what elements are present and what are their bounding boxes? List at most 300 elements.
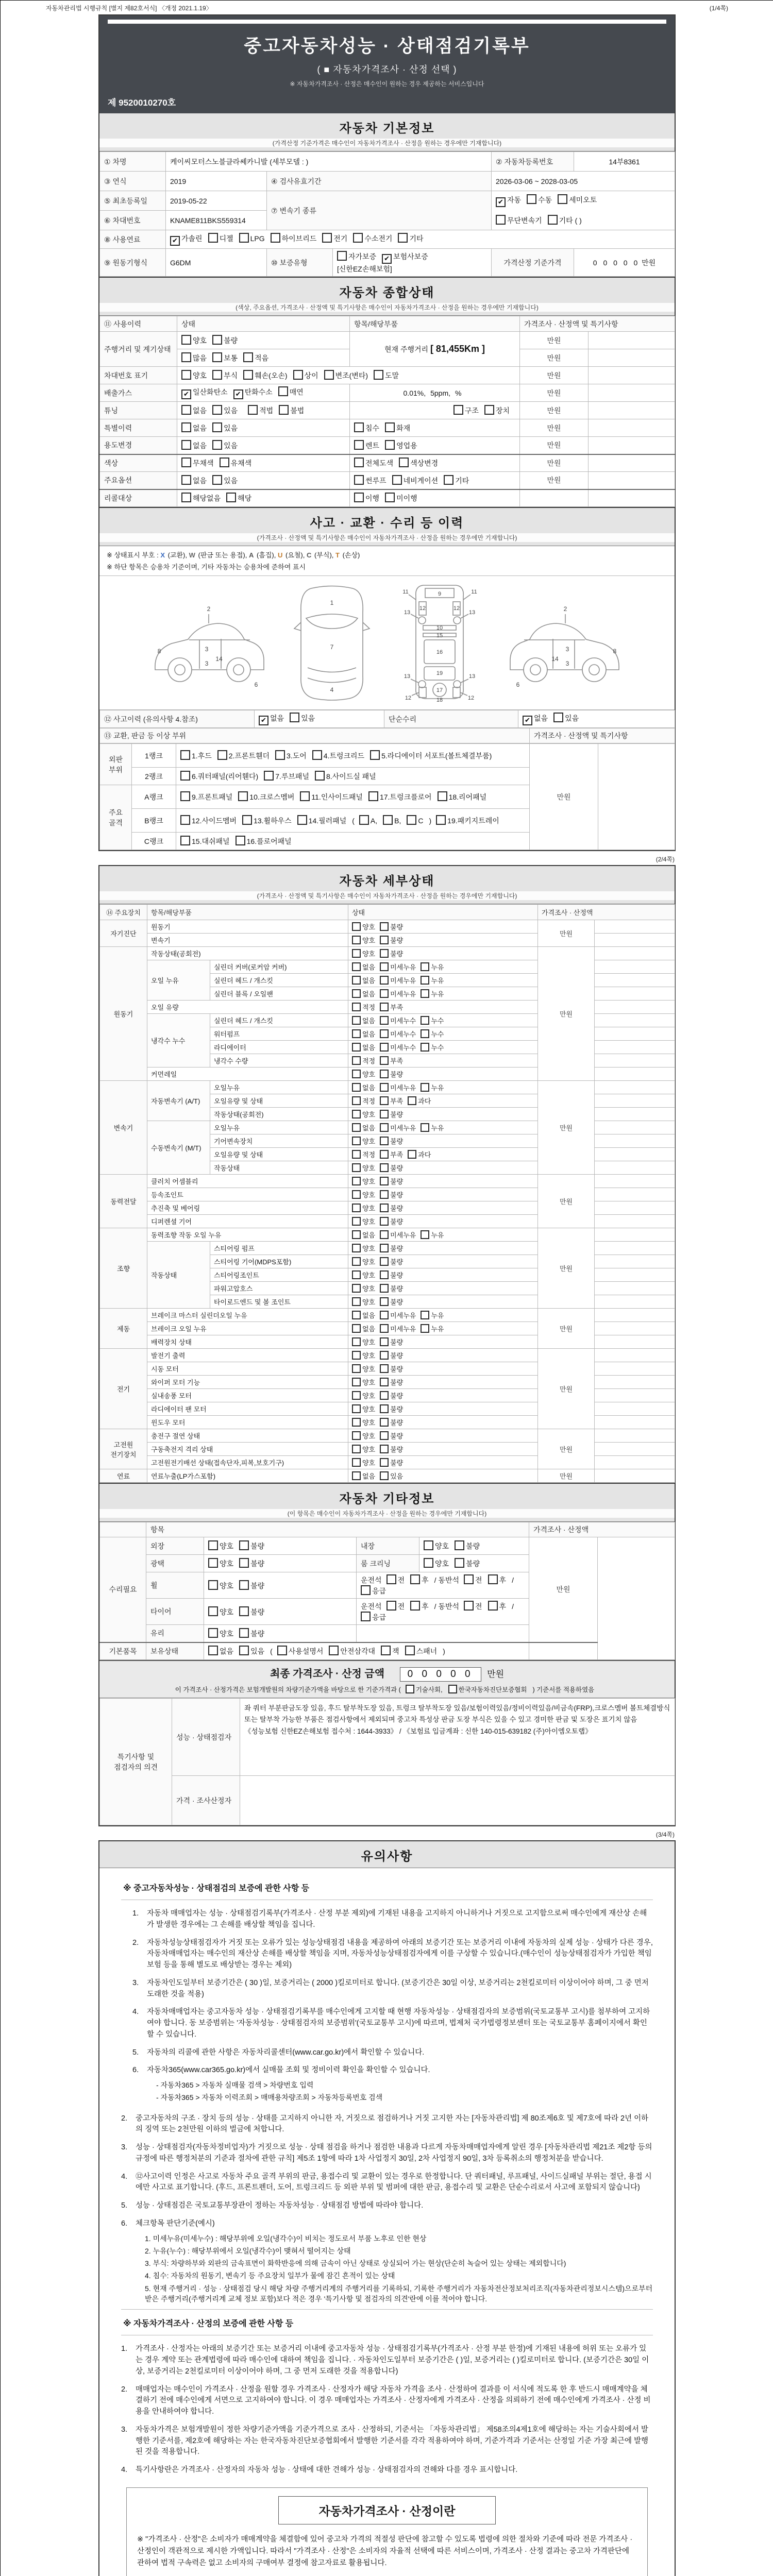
checkbox-option[interactable] [277,1646,324,1656]
checkbox-option[interactable] [352,1203,375,1213]
checkbox-icon[interactable] [421,1029,429,1038]
checkbox-icon[interactable] [380,1123,389,1132]
checkbox-icon[interactable] [208,1540,218,1550]
checkbox-option[interactable] [424,1558,449,1569]
checkbox-option[interactable] [181,422,207,433]
checkbox-option[interactable] [527,194,552,205]
checkbox-icon[interactable] [380,1096,389,1105]
checkbox-option[interactable] [239,233,265,243]
checkbox-icon[interactable] [352,1230,361,1239]
checkbox-icon[interactable] [352,1297,361,1306]
checkbox-option[interactable] [352,1417,375,1427]
checkbox-option[interactable] [212,422,238,433]
checkbox-option[interactable] [380,975,416,985]
checkbox-option[interactable] [220,457,252,468]
checkbox-icon[interactable] [212,422,222,432]
checkbox-option[interactable] [329,1646,375,1656]
checkbox-icon[interactable] [484,405,494,415]
checkbox-option[interactable] [410,1601,429,1612]
checkbox-option[interactable] [239,1646,264,1656]
checkbox-icon[interactable] [352,1204,361,1212]
checkbox-icon[interactable] [239,1628,249,1638]
checkbox-option[interactable] [181,335,207,346]
checkbox-option[interactable] [380,1257,403,1266]
checkbox-checked-icon[interactable]: ✔ [181,389,191,399]
checkbox-icon[interactable] [380,949,389,958]
checkbox-icon[interactable] [352,1404,361,1413]
checkbox-option[interactable] [352,1069,375,1079]
checkbox-option[interactable] [380,1002,403,1012]
checkbox-option[interactable] [352,1230,375,1240]
checkbox-option[interactable] [239,1606,264,1617]
checkbox-icon[interactable] [380,1445,389,1453]
checkbox-icon[interactable] [380,1337,389,1346]
checkbox-option[interactable] [208,1646,233,1656]
checkbox-option[interactable] [399,457,438,468]
checkbox-option[interactable] [380,1056,403,1065]
checkbox-option[interactable] [380,962,416,972]
checkbox-icon[interactable] [421,1016,429,1025]
checkbox-option[interactable] [553,713,579,723]
checkbox-icon[interactable] [243,352,253,362]
checkbox-option[interactable] [523,713,548,725]
checkbox-icon[interactable] [354,422,364,432]
checkbox-icon[interactable] [352,949,361,958]
checkbox-icon[interactable] [212,405,222,415]
checkbox-option[interactable] [354,475,386,486]
checkbox-icon[interactable] [217,750,227,760]
checkbox-option[interactable] [352,1042,375,1052]
checkbox-option[interactable] [264,771,309,782]
checkbox-option[interactable] [380,1096,403,1106]
checkbox-option[interactable] [208,1540,233,1551]
checkbox-option[interactable] [380,1391,403,1400]
checkbox-icon[interactable] [212,475,222,485]
checkbox-option[interactable] [464,1574,482,1585]
checkbox-icon[interactable] [239,233,249,243]
checkbox-icon[interactable] [180,771,190,781]
checkbox-option[interactable] [484,405,510,416]
checkbox-icon[interactable] [380,1471,389,1480]
checkbox-option[interactable] [352,1149,375,1159]
checkbox-icon[interactable] [239,1646,249,1655]
checkbox-option[interactable] [352,1404,375,1414]
checkbox-icon[interactable] [352,1123,361,1132]
checkbox-option[interactable] [408,1096,431,1106]
checkbox-icon[interactable] [181,440,191,450]
checkbox-icon[interactable] [496,215,506,225]
checkbox-option[interactable] [352,1377,375,1387]
checkbox-icon[interactable] [548,215,558,225]
checkbox-option[interactable] [448,1685,527,1694]
checkbox-icon[interactable] [352,1056,361,1065]
checkbox-option[interactable] [180,771,258,782]
checkbox-option[interactable] [385,440,417,451]
checkbox-option[interactable] [385,493,417,503]
checkbox-icon[interactable] [438,791,447,801]
checkbox-checked-icon[interactable]: ✔ [496,197,506,207]
checkbox-icon[interactable] [277,1646,287,1655]
checkbox-icon[interactable] [380,1244,389,1252]
checkbox-option[interactable] [421,1324,444,1333]
checkbox-icon[interactable] [361,1585,371,1595]
checkbox-option[interactable] [380,1203,403,1213]
checkbox-option[interactable] [353,233,392,244]
checkbox-option[interactable] [354,457,393,468]
checkbox-icon[interactable] [300,791,310,801]
checkbox-option[interactable] [436,815,499,826]
checkbox-option[interactable] [380,1176,403,1186]
checkbox-icon[interactable] [236,836,245,845]
checkbox-icon[interactable] [380,1029,389,1038]
checkbox-option[interactable] [352,1350,375,1360]
checkbox-icon[interactable] [380,1083,389,1092]
checkbox-option[interactable] [380,1350,403,1360]
checkbox-icon[interactable] [464,1601,474,1611]
checkbox-option[interactable] [242,815,292,826]
checkbox-option[interactable] [212,475,238,486]
checkbox-option[interactable] [380,1364,403,1374]
checkbox-icon[interactable] [380,1404,389,1413]
checkbox-option[interactable] [421,1230,444,1240]
checkbox-option[interactable] [293,370,318,381]
checkbox-option[interactable] [421,1123,444,1132]
checkbox-option[interactable] [271,233,317,244]
checkbox-icon[interactable] [380,1297,389,1306]
checkbox-option[interactable] [352,935,375,945]
checkbox-icon[interactable] [408,1096,416,1105]
checkbox-icon[interactable] [264,771,274,781]
checkbox-option[interactable] [180,836,230,846]
checkbox-option[interactable] [370,750,492,761]
checkbox-option[interactable] [380,1310,416,1320]
checkbox-option[interactable] [421,1015,444,1025]
checkbox-option[interactable] [380,1297,403,1307]
checkbox-icon[interactable] [380,1204,389,1212]
checkbox-option[interactable] [217,750,270,761]
checkbox-icon[interactable] [553,713,563,722]
checkbox-icon[interactable] [279,405,289,415]
checkbox-option[interactable] [322,233,347,244]
checkbox-option[interactable] [380,1163,403,1173]
checkbox-option[interactable] [259,713,284,725]
checkbox-option[interactable] [438,791,487,802]
checkbox-option[interactable] [352,1458,375,1467]
checkbox-icon[interactable] [455,1558,464,1568]
checkbox-icon[interactable] [352,1003,361,1011]
checkbox-icon[interactable] [243,370,253,380]
checkbox-option[interactable] [243,352,268,363]
checkbox-option[interactable] [380,1015,416,1025]
checkbox-icon[interactable] [239,1580,249,1590]
checkbox-option[interactable] [352,962,375,972]
checkbox-icon[interactable] [352,922,361,931]
checkbox-icon[interactable] [352,976,361,985]
checkbox-icon[interactable] [248,405,258,415]
checkbox-icon[interactable] [436,815,446,825]
checkbox-icon[interactable] [380,1016,389,1025]
checkbox-icon[interactable] [421,1324,429,1333]
checkbox-icon[interactable] [181,335,191,345]
checkbox-option[interactable] [181,493,221,503]
checkbox-option[interactable] [212,352,238,363]
checkbox-option[interactable] [421,1042,444,1052]
checkbox-icon[interactable] [239,1606,249,1616]
checkbox-option[interactable] [406,1685,443,1694]
checkbox-icon[interactable] [424,1540,433,1550]
checkbox-icon[interactable] [352,1096,361,1105]
checkbox-checked-icon[interactable]: ✔ [233,389,243,399]
checkbox-icon[interactable] [180,836,190,845]
checkbox-icon[interactable] [226,493,236,502]
checkbox-option[interactable] [496,215,542,226]
checkbox-icon[interactable] [352,1324,361,1333]
checkbox-icon[interactable] [352,1337,361,1346]
checkbox-option[interactable] [337,251,376,262]
checkbox-option[interactable] [421,989,444,998]
checkbox-icon[interactable] [181,370,191,380]
checkbox-option[interactable] [208,1628,233,1639]
checkbox-option[interactable] [381,1646,399,1656]
checkbox-icon[interactable] [181,405,191,415]
checkbox-icon[interactable] [271,233,280,243]
checkbox-icon[interactable] [380,1284,389,1293]
checkbox-option[interactable] [380,1123,416,1132]
checkbox-checked-icon[interactable]: ✔ [259,716,268,725]
checkbox-option[interactable] [352,1471,375,1481]
checkbox-option[interactable] [352,1109,375,1119]
checkbox-icon[interactable] [212,335,222,345]
checkbox-option[interactable] [278,386,304,397]
checkbox-icon[interactable] [370,750,380,760]
checkbox-option[interactable] [380,1243,403,1253]
checkbox-icon[interactable] [380,1230,389,1239]
checkbox-icon[interactable] [352,1190,361,1199]
checkbox-option[interactable] [352,1123,375,1132]
checkbox-option[interactable] [238,791,294,802]
checkbox-option[interactable] [380,1270,403,1280]
checkbox-icon[interactable] [421,1230,429,1239]
checkbox-option[interactable] [380,1404,403,1414]
checkbox-option[interactable] [380,1069,403,1079]
checkbox-icon[interactable] [180,815,190,825]
checkbox-icon[interactable] [385,422,395,432]
checkbox-icon[interactable] [380,1056,389,1065]
checkbox-option[interactable] [208,1558,233,1569]
checkbox-icon[interactable] [352,1110,361,1118]
checkbox-option[interactable] [352,1337,375,1347]
checkbox-option[interactable] [380,1471,403,1481]
checkbox-option[interactable] [352,975,375,985]
checkbox-option[interactable] [352,989,375,998]
checkbox-option[interactable] [180,791,232,802]
checkbox-icon[interactable] [352,1257,361,1266]
checkbox-icon[interactable] [354,457,364,467]
checkbox-option[interactable] [361,1585,386,1596]
checkbox-option[interactable] [315,771,376,782]
checkbox-option[interactable] [374,370,399,381]
checkbox-option[interactable] [248,405,273,416]
checkbox-option[interactable] [392,475,439,486]
checkbox-icon[interactable] [290,713,299,722]
checkbox-icon[interactable] [181,475,191,485]
checkbox-icon[interactable] [380,1431,389,1440]
checkbox-icon[interactable] [455,1540,464,1550]
checkbox-option[interactable] [239,1580,264,1591]
checkbox-option[interactable] [354,422,379,433]
checkbox-option[interactable] [380,935,403,945]
checkbox-icon[interactable] [380,922,389,931]
checkbox-option[interactable] [380,1377,403,1387]
checkbox-option[interactable] [181,352,207,363]
checkbox-option[interactable] [324,370,368,381]
checkbox-option[interactable] [352,1270,375,1280]
checkbox-icon[interactable] [444,475,453,485]
checkbox-option[interactable] [368,791,432,802]
checkbox-icon[interactable] [337,251,347,261]
checkbox-icon[interactable] [275,750,285,760]
checkbox-icon[interactable] [352,1043,361,1052]
checkbox-option[interactable] [380,1082,416,1092]
checkbox-icon[interactable] [181,352,191,362]
checkbox-option[interactable] [181,370,207,381]
checkbox-icon[interactable] [380,1003,389,1011]
checkbox-option[interactable] [398,233,423,244]
checkbox-icon[interactable] [392,475,402,485]
checkbox-option[interactable] [352,1257,375,1266]
checkbox-option[interactable] [380,1431,403,1440]
checkbox-option[interactable] [352,1364,375,1374]
checkbox-option[interactable] [405,1646,438,1656]
checkbox-icon[interactable] [380,1378,389,1386]
checkbox-icon[interactable] [380,1190,389,1199]
checkbox-option[interactable] [444,475,469,486]
checkbox-icon[interactable] [527,194,536,204]
checkbox-icon[interactable] [380,1137,389,1145]
checkbox-option[interactable] [226,493,251,503]
checkbox-option[interactable] [408,1149,431,1159]
checkbox-icon[interactable] [239,1558,249,1568]
checkbox-icon[interactable] [410,1574,420,1584]
checkbox-icon[interactable] [238,791,248,801]
checkbox-icon[interactable] [212,352,222,362]
checkbox-icon[interactable] [354,475,364,485]
checkbox-option[interactable] [352,1431,375,1440]
checkbox-option[interactable] [297,815,347,826]
checkbox-icon[interactable] [421,962,429,971]
checkbox-checked-icon[interactable]: ✔ [170,236,180,246]
checkbox-option[interactable] [243,370,287,381]
checkbox-icon[interactable] [208,1558,218,1568]
checkbox-icon[interactable] [380,1351,389,1360]
checkbox-icon[interactable] [380,989,389,998]
checkbox-option[interactable] [421,1082,444,1092]
checkbox-option[interactable] [453,405,479,416]
checkbox-option[interactable] [352,948,375,958]
checkbox-option[interactable] [380,1337,403,1347]
checkbox-icon[interactable] [352,1177,361,1185]
checkbox-icon[interactable] [386,1601,396,1611]
checkbox-icon[interactable] [380,1163,389,1172]
checkbox-option[interactable] [300,791,363,802]
checkbox-option[interactable] [380,1216,403,1226]
checkbox-icon[interactable] [352,1029,361,1038]
checkbox-option[interactable] [239,1540,264,1551]
checkbox-option[interactable] [180,815,237,826]
checkbox-icon[interactable] [208,1606,218,1616]
checkbox-option[interactable] [380,1136,403,1146]
checkbox-icon[interactable] [352,1083,361,1092]
checkbox-icon[interactable] [380,1458,389,1467]
checkbox-option[interactable] [208,1606,233,1617]
checkbox-icon[interactable] [380,962,389,971]
checkbox-icon[interactable] [383,815,393,825]
checkbox-icon[interactable] [352,1431,361,1440]
checkbox-icon[interactable] [329,1646,339,1655]
checkbox-icon[interactable] [380,1217,389,1226]
checkbox-option[interactable] [233,387,273,399]
checkbox-icon[interactable] [180,791,190,801]
checkbox-icon[interactable] [181,422,191,432]
checkbox-option[interactable] [380,1149,403,1159]
checkbox-option[interactable] [352,1136,375,1146]
checkbox-icon[interactable] [380,1150,389,1159]
checkbox-option[interactable] [239,1558,264,1569]
checkbox-icon[interactable] [380,1110,389,1118]
checkbox-option[interactable] [380,1190,403,1199]
checkbox-option[interactable] [352,1190,375,1199]
checkbox-checked-icon[interactable]: ✔ [382,254,392,264]
checkbox-option[interactable] [352,922,375,931]
checkbox-option[interactable] [352,1176,375,1186]
checkbox-option[interactable] [380,1417,403,1427]
checkbox-icon[interactable] [488,1601,498,1611]
checkbox-icon[interactable] [352,936,361,944]
checkbox-option[interactable] [354,493,379,503]
checkbox-icon[interactable] [352,1217,361,1226]
checkbox-option[interactable] [181,457,214,468]
checkbox-icon[interactable] [405,1646,415,1655]
checkbox-option[interactable] [275,750,307,761]
checkbox-option[interactable] [352,1163,375,1173]
checkbox-option[interactable] [421,962,444,972]
checkbox-icon[interactable] [352,1016,361,1025]
checkbox-icon[interactable] [352,1150,361,1159]
checkbox-option[interactable] [352,1216,375,1226]
checkbox-icon[interactable] [352,1391,361,1400]
checkbox-option[interactable] [380,1283,403,1293]
checkbox-option[interactable] [354,440,379,451]
checkbox-icon[interactable] [410,1601,420,1611]
checkbox-option[interactable] [312,750,364,761]
checkbox-option[interactable] [352,1096,375,1106]
checkbox-icon[interactable] [352,1364,361,1373]
checkbox-icon[interactable] [180,750,190,760]
checkbox-icon[interactable] [359,815,369,825]
checkbox-icon[interactable] [380,1364,389,1373]
checkbox-option[interactable] [496,195,521,207]
checkbox-icon[interactable] [421,976,429,985]
checkbox-option[interactable] [410,1574,429,1585]
checkbox-icon[interactable] [352,1270,361,1279]
checkbox-icon[interactable] [322,233,332,243]
checkbox-icon[interactable] [380,1043,389,1052]
checkbox-option[interactable] [380,989,416,998]
checkbox-option[interactable] [352,1082,375,1092]
checkbox-icon[interactable] [354,493,364,502]
checkbox-icon[interactable] [361,1612,371,1621]
checkbox-icon[interactable] [453,405,463,415]
